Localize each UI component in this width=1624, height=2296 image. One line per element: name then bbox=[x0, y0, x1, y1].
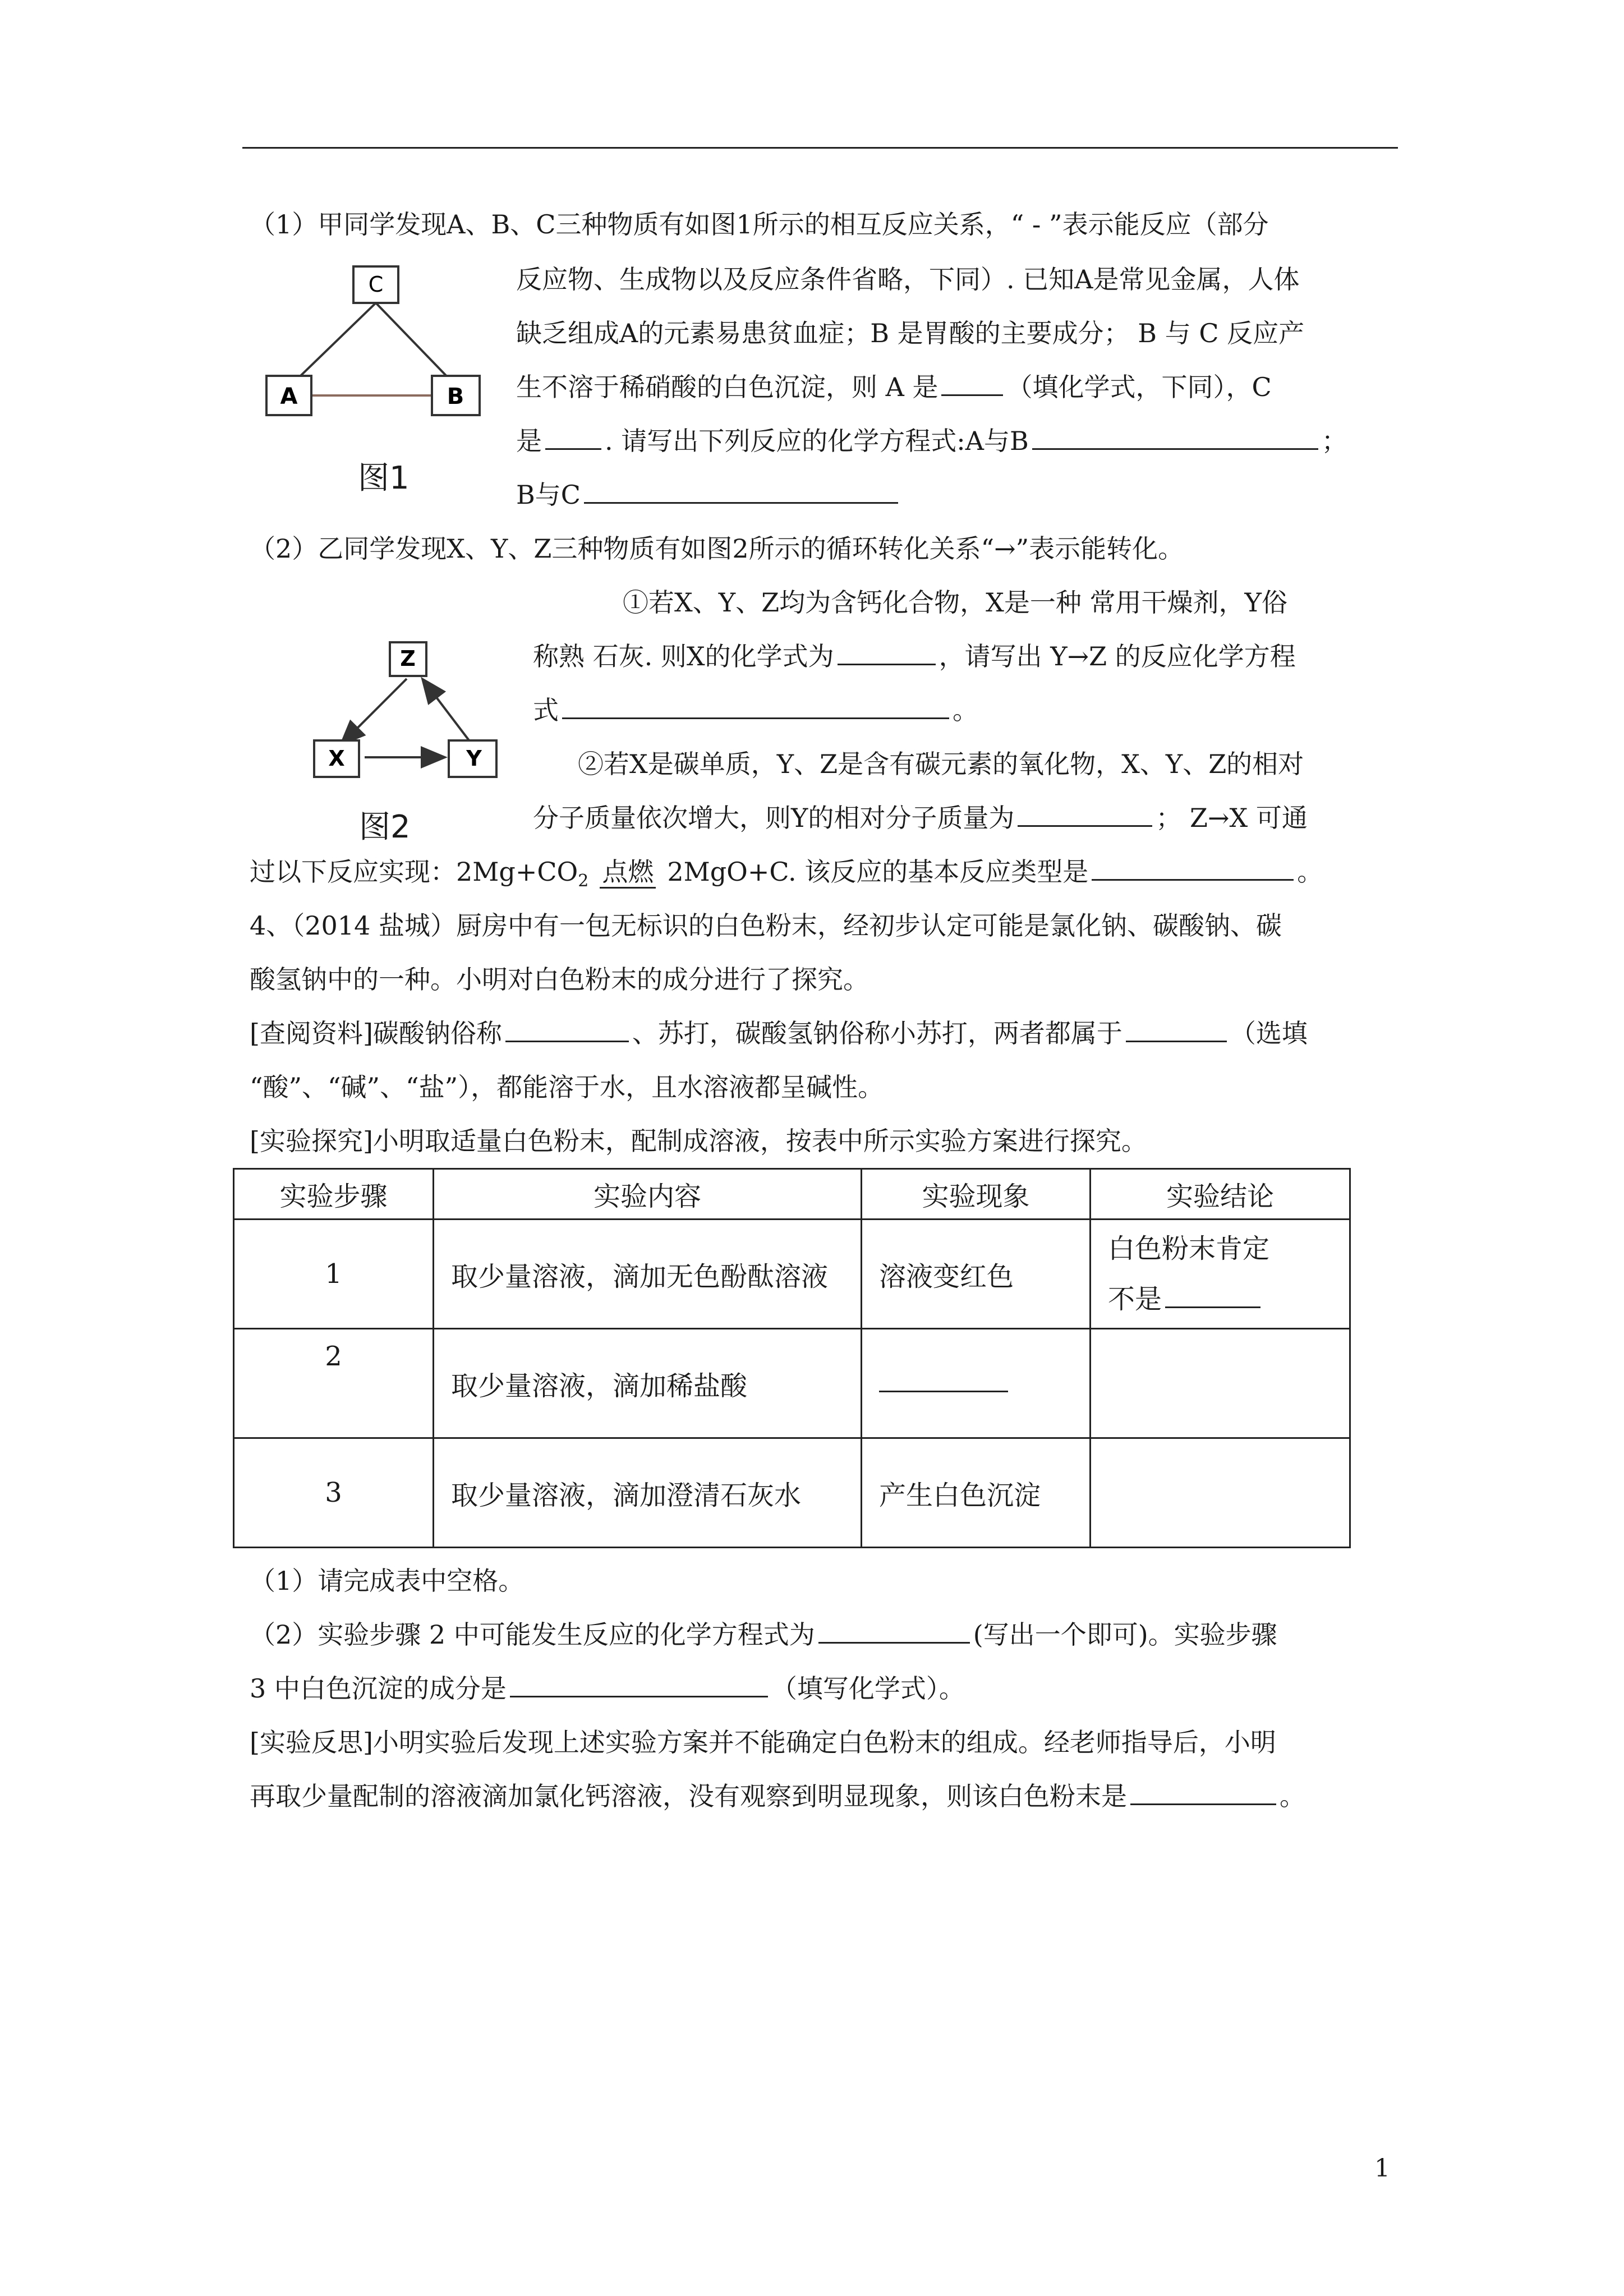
q1-line6-text: B与C bbox=[516, 480, 581, 510]
q2-p2-line2 bbox=[533, 802, 1308, 834]
q1-line4 bbox=[516, 371, 1272, 403]
q2-p1-line3 bbox=[533, 694, 978, 726]
row3-content: 取少量溶液，滴加澄清石灰水 bbox=[434, 1438, 862, 1548]
reference-tail: （选填 bbox=[1230, 1018, 1308, 1048]
q2-p2-line3 bbox=[250, 856, 1323, 897]
row1-phenomenon: 溶液变红色 bbox=[862, 1220, 1091, 1329]
figure-2 bbox=[311, 637, 502, 785]
answer-blank-precipitate[interactable] bbox=[510, 1673, 768, 1697]
answer-blank-a-b-equation[interactable] bbox=[1032, 426, 1318, 450]
q2-p1-line2-text: 称熟 石灰. 则X的化学式为 bbox=[533, 641, 834, 671]
row1-content: 取少量溶液，滴加无色酚酞溶液 bbox=[434, 1220, 862, 1329]
q2-intro: （2）乙同学发现X、Y、Z三种物质有如图2所示的循环转化关系“→”表示能转化。 bbox=[250, 533, 1184, 564]
q2-p1-line3-tail: 。 bbox=[953, 695, 978, 725]
reference-mid: 、苏打，碳酸氢钠俗称小苏打，两者都属于 bbox=[632, 1018, 1122, 1048]
sub2-tail: (写出一个即可)。实验步骤 bbox=[973, 1619, 1277, 1650]
header-conclusion: 实验结论 bbox=[1091, 1169, 1350, 1220]
reference-text: [查阅资料]碳酸钠俗称 bbox=[250, 1018, 502, 1048]
answer-blank-y-mass[interactable] bbox=[1018, 803, 1152, 827]
row1-conclusion-label: 不是 bbox=[1108, 1283, 1162, 1315]
sub2-line2-tail: （填写化学式）。 bbox=[771, 1673, 965, 1704]
row2-conclusion[interactable] bbox=[1091, 1329, 1350, 1438]
fig1-node-c: C bbox=[368, 272, 384, 297]
q2-p2-line3-tail: 。 bbox=[1297, 857, 1323, 887]
header-step: 实验步骤 bbox=[234, 1169, 434, 1220]
table-row bbox=[234, 1220, 1350, 1329]
table-header-row bbox=[234, 1169, 1350, 1220]
q1-line4-tail: （填化学式，下同），C bbox=[1006, 372, 1272, 402]
row1-step: 1 bbox=[234, 1220, 434, 1329]
q4-reflect-line2 bbox=[250, 1780, 1305, 1812]
q2-p2-line2-text: 分子质量依次增大，则Y的相对分子质量为 bbox=[533, 803, 1015, 833]
q4-reference-line1 bbox=[250, 1018, 1308, 1049]
answer-blank-step2-equation[interactable] bbox=[818, 1619, 970, 1644]
q4-sub2-line1 bbox=[250, 1619, 1277, 1650]
q4-reference-line2: “酸”、“碱”、“盐”），都能溶于水，且水溶液都呈碱性。 bbox=[250, 1072, 884, 1102]
q1-line5 bbox=[516, 425, 1347, 457]
answer-blank-white-powder[interactable] bbox=[1130, 1781, 1276, 1805]
q1-line5-text: 是 bbox=[516, 426, 542, 456]
q4-line1: 4、（2014 盐城）厨房中有一包无标识的白色粉末，经初步认定可能是氯化钠、碳酸钠、碳 bbox=[250, 910, 1282, 941]
fig2-node-y: Y bbox=[466, 746, 482, 771]
fig2-node-x: X bbox=[328, 746, 345, 771]
header-phenomenon: 实验现象 bbox=[862, 1169, 1091, 1220]
q4-explore: [实验探究]小明取适量白色粉末，配制成溶液，按表中所示实验方案进行探究。 bbox=[250, 1126, 1147, 1156]
experiment-table bbox=[233, 1168, 1351, 1548]
row3-phenomenon: 产生白色沉淀 bbox=[862, 1438, 1091, 1548]
row1-conclusion bbox=[1091, 1220, 1350, 1329]
answer-blank-b-c-equation[interactable] bbox=[584, 480, 898, 504]
row1-conclusion-line2 bbox=[1108, 1274, 1349, 1324]
answer-blank-c[interactable] bbox=[545, 426, 601, 450]
row1-conclusion-line1: 白色粉末肯定 bbox=[1108, 1233, 1270, 1264]
row2-step: 2 bbox=[234, 1329, 434, 1438]
reflect-tail: 。 bbox=[1280, 1781, 1305, 1811]
answer-blank-common-name[interactable] bbox=[505, 1018, 629, 1042]
q2-p1-line3-text: 式 bbox=[533, 695, 559, 725]
q2-p1-line2-tail: ，请写出 Y→Z 的反应化学方程 bbox=[938, 641, 1296, 671]
figure-1 bbox=[264, 261, 482, 431]
answer-blank-reaction-type[interactable] bbox=[1092, 857, 1294, 881]
q2-p1-line2 bbox=[533, 641, 1296, 672]
row3-step: 3 bbox=[234, 1438, 434, 1548]
q1-line2: 反应物、生成物以及反应条件省略，下同）. 已知A是常见金属，人体 bbox=[516, 264, 1300, 295]
fig2-node-z: Z bbox=[400, 646, 416, 671]
reaction-condition: 点燃 bbox=[600, 857, 656, 889]
answer-blank-row2-phenomenon[interactable] bbox=[879, 1368, 1008, 1392]
header-rule bbox=[242, 147, 1398, 149]
q2-p2-line2-tail: ； Z→X 可通 bbox=[1156, 803, 1308, 833]
q1-line5-mid: . 请写出下列反应的化学方程式:A与B bbox=[605, 426, 1029, 456]
q2-p1-line1: ①若X、Y、Z均为含钙化合物，X是一种 常用干燥剂，Y俗 bbox=[623, 587, 1287, 618]
figure-1-caption: 图1 bbox=[358, 460, 410, 496]
answer-blank-a[interactable] bbox=[941, 372, 1003, 396]
figure-2-caption: 图2 bbox=[359, 809, 411, 845]
q1-line6 bbox=[516, 479, 901, 510]
row2-content: 取少量溶液，滴加稀盐酸 bbox=[434, 1329, 862, 1438]
q4-sub2-line2 bbox=[250, 1673, 965, 1704]
fig1-node-a: A bbox=[280, 384, 298, 409]
q4-sub1: （1）请完成表中空格。 bbox=[250, 1566, 525, 1596]
sub2-text: （2）实验步骤 2 中可能发生反应的化学方程式为 bbox=[250, 1619, 815, 1650]
q1-line5-tail: ； bbox=[1321, 426, 1347, 456]
q1-line4-text: 生不溶于稀硝酸的白色沉淀，则 A 是 bbox=[516, 372, 938, 402]
equation-subscript: 2 bbox=[578, 871, 589, 891]
sub2-line2-text: 3 中白色沉淀的成分是 bbox=[250, 1673, 507, 1704]
q2-p2-line1: ②若X是碳单质，Y、Z是含有碳元素的氧化物，X、Y、Z的相对 bbox=[578, 749, 1304, 779]
answer-blank-x-formula[interactable] bbox=[838, 641, 936, 665]
q1-line3: 缺乏组成A的元素易患贫血症；B 是胃酸的主要成分； B 与 C 反应产 bbox=[516, 318, 1305, 348]
equation-reactants: 过以下反应实现：2Mg+CO bbox=[250, 857, 578, 887]
answer-blank-category[interactable] bbox=[1126, 1018, 1227, 1042]
answer-blank-not-substance[interactable] bbox=[1165, 1284, 1260, 1308]
table-row bbox=[234, 1438, 1350, 1548]
row2-phenomenon bbox=[862, 1329, 1091, 1438]
header-content: 实验内容 bbox=[434, 1169, 862, 1220]
q4-reflect-line1: [实验反思]小明实验后发现上述实验方案并不能确定白色粉末的组成。经老师指导后，小明 bbox=[250, 1727, 1276, 1757]
table-row bbox=[234, 1329, 1350, 1438]
fig1-node-b: B bbox=[447, 384, 464, 409]
page-number: 1 bbox=[1374, 2154, 1390, 2183]
q4-line2: 酸氢钠中的一种。小明对白色粉末的成分进行了探究。 bbox=[250, 964, 869, 995]
q2-p2-line3-mid: 2MgO+C. 该反应的基本反应类型是 bbox=[667, 857, 1089, 887]
reflect-text: 再取少量配制的溶液滴加氯化钙溶液，没有观察到明显现象，则该白色粉末是 bbox=[250, 1781, 1127, 1811]
answer-blank-y-z-equation[interactable] bbox=[562, 695, 949, 719]
q1-line1: （1）甲同学发现A、B、C三种物质有如图1所示的相互反应关系，“ - ”表示能反应（部分 bbox=[250, 209, 1269, 240]
row3-conclusion[interactable] bbox=[1091, 1438, 1350, 1548]
